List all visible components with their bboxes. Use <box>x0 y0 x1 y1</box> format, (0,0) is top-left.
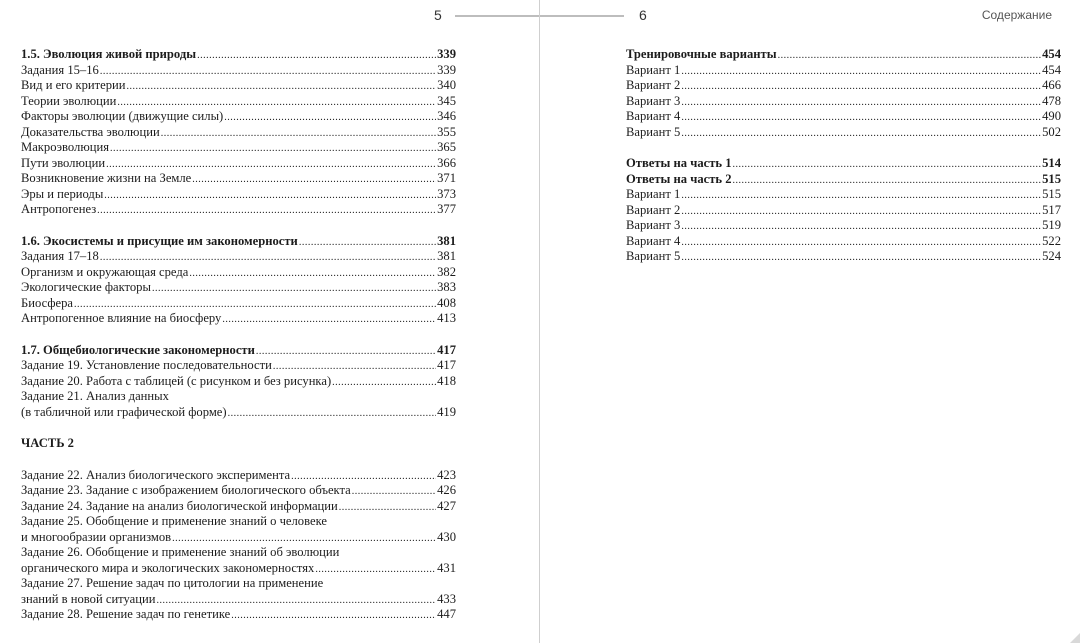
toc-entry[interactable]: Биосфера ..... 408 <box>21 296 456 312</box>
toc-entry[interactable]: Задания 17–18 ..... 381 <box>21 249 456 265</box>
toc-entry[interactable]: Вариант 5 ..... 502 <box>626 125 1061 141</box>
left-page-toc <box>21 47 456 623</box>
toc-entry-wrapped-first-line[interactable]: Задание 26. Обобщение и применение знаний об эволюции <box>21 545 340 559</box>
toc-entry[interactable]: Вариант 5 ..... 524 <box>626 249 1061 265</box>
toc-entry[interactable]: Вариант 4 ..... 490 <box>626 109 1061 125</box>
part-heading: ЧАСТЬ 2 <box>21 436 74 450</box>
toc-entry[interactable]: знаний в новой ситуации ..... 433 <box>21 592 456 608</box>
toc-entry[interactable]: Теории эволюции ..... 345 <box>21 94 456 110</box>
toc-entry[interactable]: Вариант 1 ..... 454 <box>626 63 1061 79</box>
toc-entry[interactable]: Антропогенное влияние на биосферу ..... 413 <box>21 311 456 327</box>
toc-entry[interactable]: Задания 15–16 ..... 339 <box>21 63 456 79</box>
toc-entry[interactable]: Организм и окружающая среда ..... 382 <box>21 265 456 281</box>
toc-entry-wrapped-first-line[interactable]: Задание 21. Анализ данных <box>21 389 169 403</box>
toc-section-heading[interactable]: 1.7. Общебиологические закономерности ..... 417 <box>21 343 456 359</box>
running-head: Содержание <box>981 8 1052 22</box>
toc-entry[interactable]: Вид и его критерии ..... 340 <box>21 78 456 94</box>
toc-entry[interactable]: Антропогенез ..... 377 <box>21 202 456 218</box>
toc-entry[interactable]: Задание 24. Задание на анализ биологической информации ..... 427 <box>21 499 456 515</box>
toc-entry[interactable]: органического мира и экологических закономерностях ..... 431 <box>21 561 456 577</box>
page-nav-rule-right <box>540 15 624 17</box>
toc-entry[interactable]: Доказательства эволюции ..... 355 <box>21 125 456 141</box>
toc-entry[interactable]: Вариант 2 ..... 466 <box>626 78 1061 94</box>
toc-section-heading[interactable]: Тренировочные варианты ..... 454 <box>626 47 1061 63</box>
right-page-number: 6 <box>639 7 647 23</box>
toc-section-heading[interactable]: 1.6. Экосистемы и присущие им закономерности ..... 381 <box>21 234 456 250</box>
toc-entry-wrapped-first-line[interactable]: Задание 25. Обобщение и применение знаний о человеке <box>21 514 327 528</box>
toc-entry[interactable]: Пути эволюции ..... 366 <box>21 156 456 172</box>
toc-entry[interactable]: Задание 28. Решение задач по генетике ..... 447 <box>21 607 456 623</box>
toc-entry[interactable]: Вариант 1 ..... 515 <box>626 187 1061 203</box>
toc-entry[interactable]: Экологические факторы ..... 383 <box>21 280 456 296</box>
toc-entry[interactable]: Вариант 2 ..... 517 <box>626 203 1061 219</box>
page-nav-rule-left <box>455 15 539 17</box>
page-corner-mark <box>1070 633 1080 643</box>
toc-entry[interactable]: Возникновение жизни на Земле ..... 371 <box>21 171 456 187</box>
toc-entry[interactable]: и многообразии организмов ..... 430 <box>21 530 456 546</box>
toc-entry[interactable]: Вариант 3 ..... 478 <box>626 94 1061 110</box>
left-page-number: 5 <box>434 7 442 23</box>
toc-entry-wrapped-first-line[interactable]: Задание 27. Решение задач по цитологии на применение <box>21 576 324 590</box>
toc-entry[interactable]: Задание 22. Анализ биологического эксперимента ..... 423 <box>21 468 456 484</box>
toc-section-heading[interactable]: 1.5. Эволюция живой природы ..... 339 <box>21 47 456 63</box>
toc-entry[interactable]: Задание 19. Установление последовательности ..... 417 <box>21 358 456 374</box>
toc-section-heading[interactable]: Ответы на часть 2 ..... 515 <box>626 172 1061 188</box>
toc-entry[interactable]: Задание 23. Задание с изображением биологического объекта ..... 426 <box>21 483 456 499</box>
toc-section-heading[interactable]: Ответы на часть 1 ..... 514 <box>626 156 1061 172</box>
right-page-toc <box>626 47 1061 265</box>
toc-entry[interactable]: Факторы эволюции (движущие силы) ..... 346 <box>21 109 456 125</box>
page-spread-divider <box>539 0 540 643</box>
toc-entry[interactable]: Вариант 3 ..... 519 <box>626 218 1061 234</box>
toc-entry[interactable]: Эры и периоды ..... 373 <box>21 187 456 203</box>
toc-entry[interactable]: Задание 20. Работа с таблицей (с рисунком и без рисунка) ..... 418 <box>21 374 456 390</box>
toc-entry[interactable]: Макроэволюция ..... 365 <box>21 140 456 156</box>
toc-entry[interactable]: (в табличной или графической форме) ..... 419 <box>21 405 456 421</box>
toc-entry[interactable]: Вариант 4 ..... 522 <box>626 234 1061 250</box>
leader-dots <box>197 48 436 63</box>
